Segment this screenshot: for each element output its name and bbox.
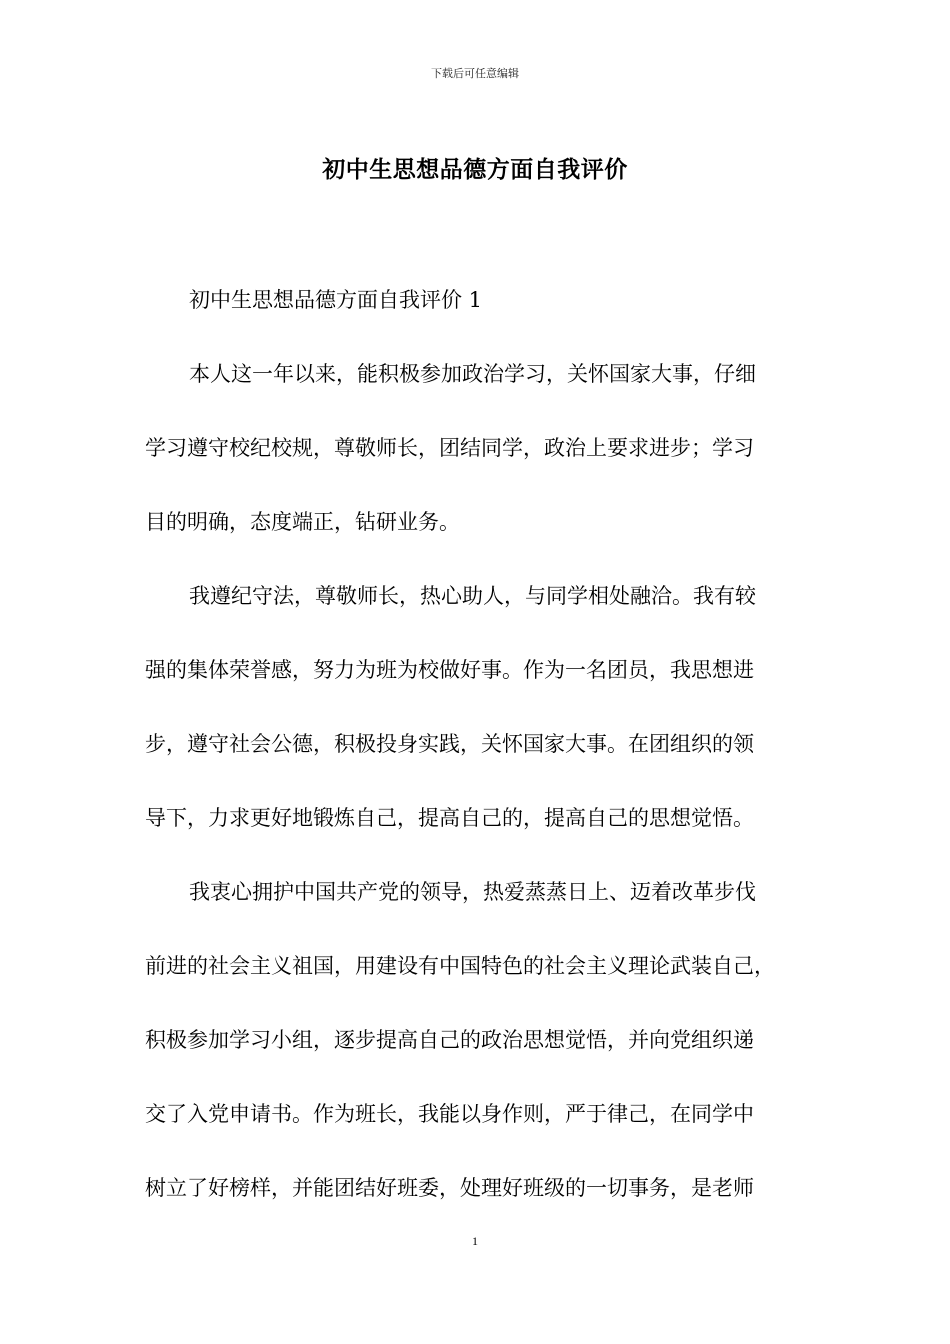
paragraph-line: 强的集体荣誉感，努力为班为校做好事。作为一名团员，我思想进 (145, 658, 754, 682)
document-body (145, 282, 810, 1244)
page-header-note: 下载后可任意编辑 (431, 67, 519, 80)
paragraph-line: 学习遵守校纪校规，尊敬师长，团结同学，政治上要求进步；学习 (145, 436, 754, 460)
document-title: 初中生思想品德方面自我评价 (322, 156, 628, 183)
paragraph-line: 目的明确，态度端正，钻研业务。 (145, 510, 460, 534)
paragraph-line: 导下，力求更好地锻炼自己，提高自己的，提高自己的思想觉悟。 (145, 806, 754, 830)
paragraph-line: 积极参加学习小组，逐步提高自己的政治思想觉悟，并向党组织递 (145, 1028, 754, 1052)
paragraph-line: 我衷心拥护中国共产党的领导，热爱蒸蒸日上、迈着改革步伐 (189, 880, 756, 904)
paragraph-line: 本人这一年以来，能积极参加政治学习，关怀国家大事，仔细 (189, 362, 756, 386)
section-heading: 初中生思想品德方面自我评价 1 (189, 288, 483, 312)
page-number: 1 (472, 1234, 478, 1248)
paragraph-line: 步，遵守社会公德，积极投身实践，关怀国家大事。在团组织的领 (145, 732, 754, 756)
paragraph-line: 交了入党申请书。作为班长，我能以身作则，严于律己，在同学中 (145, 1102, 754, 1126)
paragraph-line: 我遵纪守法，尊敬师长，热心助人，与同学相处融洽。我有较 (189, 584, 756, 608)
paragraph-line: 前进的社会主义祖国，用建设有中国特色的社会主义理论武装自己， (145, 954, 775, 978)
paragraph-line: 树立了好榜样，并能团结好班委，处理好班级的一切事务，是老师 (145, 1176, 754, 1200)
